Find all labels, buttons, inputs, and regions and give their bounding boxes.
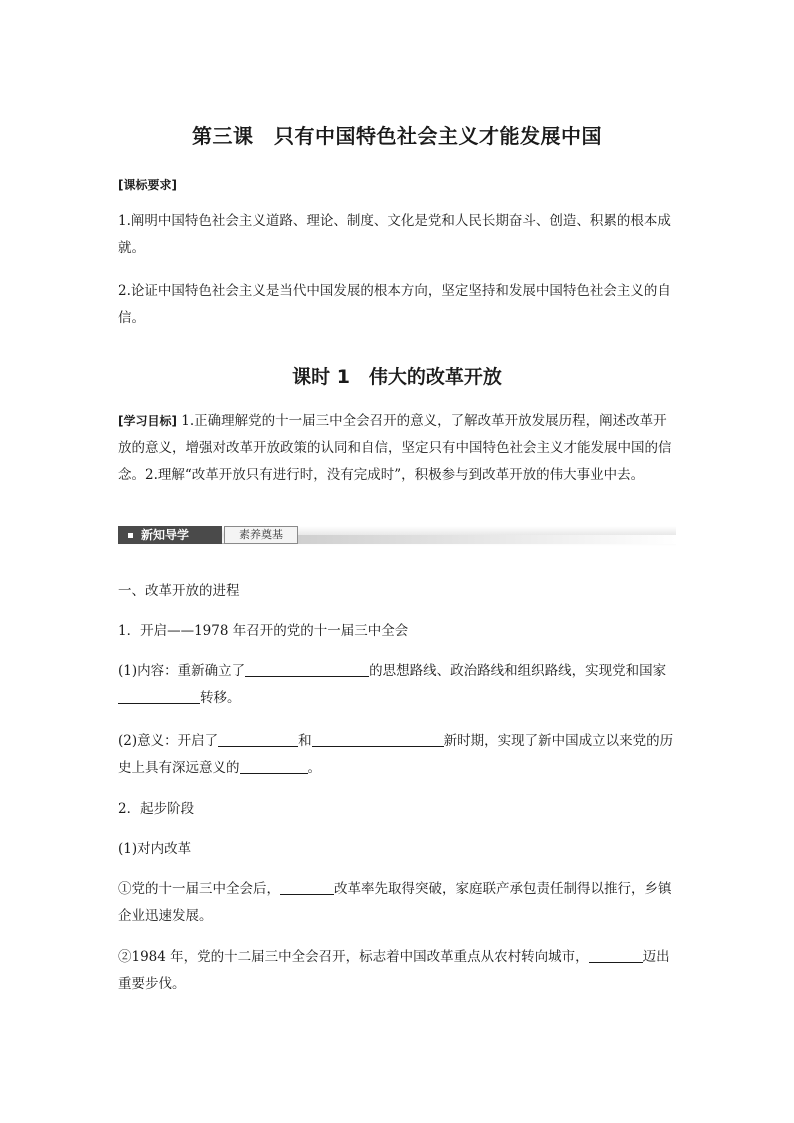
item1-prefix: ①党的十一届三中全会后， (118, 881, 280, 897)
content-suffix: 转移。 (200, 690, 241, 706)
banner-main-label: 新知导学 (141, 528, 190, 542)
section-heading: 一、改革开放的进程 (118, 583, 240, 599)
fill-blank[interactable] (312, 731, 444, 747)
fill-blank[interactable] (245, 661, 369, 677)
banner-sub-tab: 素养奠基 (224, 526, 298, 544)
reform-item-1 (118, 876, 680, 930)
meaning-and: 和 (298, 733, 312, 749)
banner-main-tab (118, 526, 222, 544)
page-title: 第三课 只有中国特色社会主义才能发展中国 (192, 124, 602, 148)
content-paragraph (118, 658, 680, 712)
item2-prefix: ②1984 年，党的十二届三中全会召开，标志着中国改革重点从农村转向城市， (118, 949, 589, 965)
item2-suffix: 迈出重要步伐。 (118, 949, 670, 992)
meaning-prefix: (2)意义：开启了 (118, 733, 219, 749)
fill-blank[interactable] (218, 731, 298, 747)
meaning-suffix: 。 (307, 760, 321, 776)
requirements-heading: [课标要求] (118, 178, 177, 192)
fill-blank[interactable] (118, 688, 200, 704)
fill-blank[interactable] (280, 879, 334, 895)
learning-goals (118, 408, 680, 489)
square-bullet-icon (128, 533, 133, 538)
item1-suffix: 改革率先取得突破，家庭联产承包责任制得以推行，乡镇企业迅速发展。 (118, 881, 672, 924)
lesson-title: 课时 1 伟大的改革开放 (292, 366, 502, 388)
domestic-reform-heading: (1)对内改革 (118, 841, 192, 857)
requirement-item-1: 1.阐明中国特色社会主义道路、理论、制度、文化是党和人民长期奋斗、创造、积累的根本成就。 (118, 213, 671, 256)
reform-item-2 (118, 944, 680, 998)
goals-text: 1.正确理解党的十一届三中全会召开的意义，了解改革开放发展历程，阐述改革开放的意义，增强对改革开放政策的认同和自信，坚定只有中国特色社会主义才能发展中国的信念。2.理解“改革开放只有进行时，没有完成时”，积极参与到改革开放的伟大事业中去。 (118, 413, 672, 483)
content-mid: 的思想路线、政治路线和组织路线，实现党和国家 (369, 663, 667, 679)
fill-blank[interactable] (589, 947, 643, 963)
point-2-heading: 2．起步阶段 (118, 801, 195, 817)
section-banner (118, 522, 676, 546)
requirement-item-2: 2.论证中国特色社会主义是当代中国发展的根本方向，坚定坚持和发展中国特色社会主义的自信。 (118, 283, 671, 326)
content-prefix: (1)内容：重新确立了 (118, 663, 246, 679)
goals-label: [学习目标] (118, 414, 177, 428)
meaning-paragraph (118, 728, 680, 782)
point-1-heading: 1．开启——1978 年召开的党的十一届三中全会 (118, 623, 409, 639)
fill-blank[interactable] (240, 758, 308, 774)
meaning-mid: 新时期，实现了新中国成立以来党的历史上具有深远意义的 (118, 733, 674, 776)
